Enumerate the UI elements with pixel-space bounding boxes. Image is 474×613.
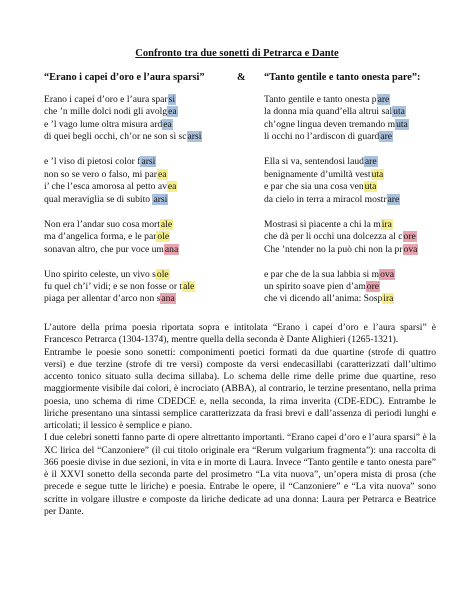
rhyme-highlight: ole (157, 231, 170, 243)
rhyme-highlight: are (377, 94, 390, 105)
rhyme-highlight: ova (380, 268, 394, 280)
verse-line (44, 281, 202, 293)
petrarca-sonnet (44, 94, 202, 319)
verse-line (44, 269, 202, 281)
analysis-text (44, 322, 436, 518)
verse-text: e ’l viso di pietosi color f (44, 156, 141, 168)
rhyme-highlight: ea (157, 168, 167, 180)
rhyme-highlight: uta (393, 106, 405, 118)
verse-line (264, 181, 418, 193)
rhyme-highlight: ea (168, 106, 177, 118)
rhyme-highlight: ea (167, 181, 177, 193)
rhyme-highlight: si (168, 94, 175, 105)
rhyme-highlight: ole (156, 268, 169, 280)
paragraph: Entrambe le poesie sono sonetti: componimenti poetici formati da due quartine (strofe di quattro versi) e due terzine (strofe di tre versi) composte da versi endecasillabi (caratterizzati dall’ultimo accento tonico situato sulla decima sillaba). Lo schema delle rime delle prime due quartine, reso maggiormente visibile dai colori, è incrociato (ABBA), al contrario, le terzine presentano, nella prima poesia, uno schema di rime CDEDCE e, nella seconda, la rima inverita (CDE-EDC). Entrambe le liriche presentano una sintassi semplice caratterizzata da frasi brevi e dall’assenza di periodi lunghi e articolati; il lessico è semplice e piano. (44, 346, 436, 431)
verse-text: che ’n mille dolci nodi gli avolg (44, 106, 168, 118)
rhyme-highlight: are (364, 156, 377, 168)
verse-text: che vi dicendo all’anima: Sosp (264, 293, 383, 305)
verse-text: da cielo in terra a miracol mostr (264, 193, 387, 205)
rhyme-highlight: arsi (187, 131, 202, 143)
rhyme-highlight: uta (364, 181, 377, 193)
verse-line (44, 156, 202, 168)
stanza (44, 94, 202, 144)
rhyme-highlight: arsi (153, 193, 168, 205)
verse-text: li occhi no l’ardiscon di guard (264, 131, 380, 143)
left-poem-heading: “Erano i capei d’oro e l’aura sparsi” (44, 72, 205, 83)
verse-text: benignamente d’umiltà vest (264, 168, 371, 180)
verse-text: e ’l vago lume oltra misura ard (44, 118, 163, 130)
verse-line (264, 169, 418, 181)
verse-line (264, 281, 418, 293)
verse-text: i’ che l’esca amorosa al petto av (44, 181, 167, 193)
rhyme-highlight: ea (163, 118, 172, 130)
verse-text: che dà per li occhi una dolcezza al c (264, 231, 403, 243)
rhyme-highlight: ira (381, 218, 392, 230)
rhyme-highlight: ale (183, 281, 195, 293)
verse-text: Mostrasi sì piacente a chi la m (264, 218, 381, 230)
verse-line (44, 231, 202, 243)
rhyme-highlight: arsi (141, 156, 156, 168)
verse-text: Uno spirito celeste, un vivo s (44, 268, 156, 280)
verse-text: la donna mia quand’ella altrui sal (264, 106, 393, 118)
rhyme-highlight: uta (371, 168, 384, 180)
paragraph: L’autore della prima poesia riportata sopra e intitolata “Erano i capei d’oro e l’aura sparsi” è Francesco Petrarca (1304-1374), mentre quella della seconda è Dante Alighieri (1265-1321). (44, 322, 436, 346)
verse-line (44, 293, 202, 305)
verse-line (44, 169, 202, 181)
rhyme-highlight: ale (160, 218, 173, 230)
stanza (264, 156, 418, 206)
stanza (264, 269, 418, 306)
rhyme-highlight: ira (383, 293, 394, 305)
rhyme-highlight: ore (403, 231, 416, 243)
verse-text: sonavan altro, che pur voce um (44, 243, 164, 255)
verse-text: Non era l’andar suo cosa mort (44, 218, 160, 230)
verse-line (264, 131, 418, 143)
verse-text: Erano i capei d’oro e l’aura spar (44, 94, 168, 105)
verse-text: Ella si va, sentendosi laud (264, 156, 364, 168)
stanza (264, 219, 418, 256)
verse-text: ma d’angelica forma, e le par (44, 231, 157, 243)
verse-line (44, 106, 202, 118)
verse-text: piaga per allentar d’arco non s (44, 293, 161, 305)
rhyme-highlight: ova (403, 243, 418, 255)
verse-line (44, 131, 202, 143)
document-title: Confronto tra due sonetti di Petrarca e Dante (135, 48, 339, 59)
verse-text: di quei begli occhi, ch’or ne son sì sc (44, 131, 187, 143)
verse-text: ch’ogne lingua deven tremando m (264, 118, 396, 130)
rhyme-highlight: are (387, 193, 400, 205)
right-poem-heading: “Tanto gentile e tanto onesta pare”: (264, 72, 421, 83)
stanza (44, 219, 202, 256)
verse-line (264, 94, 418, 106)
verse-line (264, 194, 418, 206)
verse-line (44, 194, 202, 206)
ampersand: & (237, 72, 246, 83)
verse-text: non so se vero o falso, mi par (44, 168, 157, 180)
verse-line (264, 119, 418, 131)
verse-line (264, 293, 418, 305)
stanza (44, 269, 202, 306)
verse-text: fu quel ch’i’ vidi; e se non fosse or t (44, 281, 183, 293)
verse-text: Tanto gentile e tanto onesta p (264, 94, 377, 105)
rhyme-highlight: ana (161, 293, 175, 305)
verse-line (44, 244, 202, 256)
dante-sonnet (264, 94, 418, 319)
verse-line (264, 231, 418, 243)
verse-line (264, 244, 418, 256)
verse-line (264, 156, 418, 168)
verse-line (44, 181, 202, 193)
verse-text: Che ’ntender no la può chi non la pr (264, 243, 403, 255)
paragraph: I due celebri sonetti fanno parte di opere altrettanto importanti. “Erano capei d’oro e l’aura sparsi” è la XC lirica del “Canzoniere” (il cui titolo originale era “Rerum vulgarium fragmenta”): una raccolta di 366 poesie divise in due sezioni, in vita e in morte di Laura. Invece “Tanto gentile e tanto onesta pare” è il XXVI sonetto della seconda parte del prosimetro “La vita nuova”, un’opera mista di prosa (che precede e segue tutte le liriche) e poesia. Entrabe le opere, il “Canzoniere” e “La vita nuova” sono scritte in volgare illustre e composte da liriche dedicate ad una donna: Laura per Petrarca e Beatrice per Dante. (44, 432, 436, 517)
verse-text: qual meraviglia se di subito (44, 193, 153, 205)
verse-line (44, 119, 202, 131)
stanza (44, 156, 202, 206)
rhyme-highlight: ana (164, 243, 179, 255)
verse-text: e par che sia una cosa ven (264, 181, 364, 193)
verse-line (264, 106, 418, 118)
verse-text: e par che de la sua labbia si m (264, 268, 380, 280)
verse-text: un spirito soave pien d’am (264, 281, 366, 293)
rhyme-highlight: uta (396, 118, 408, 130)
rhyme-highlight: are (380, 131, 393, 143)
rhyme-highlight: ore (366, 281, 380, 293)
verse-line (44, 219, 202, 231)
verse-line (44, 94, 202, 106)
verse-line (264, 269, 418, 281)
verse-line (264, 219, 418, 231)
stanza (264, 94, 418, 144)
